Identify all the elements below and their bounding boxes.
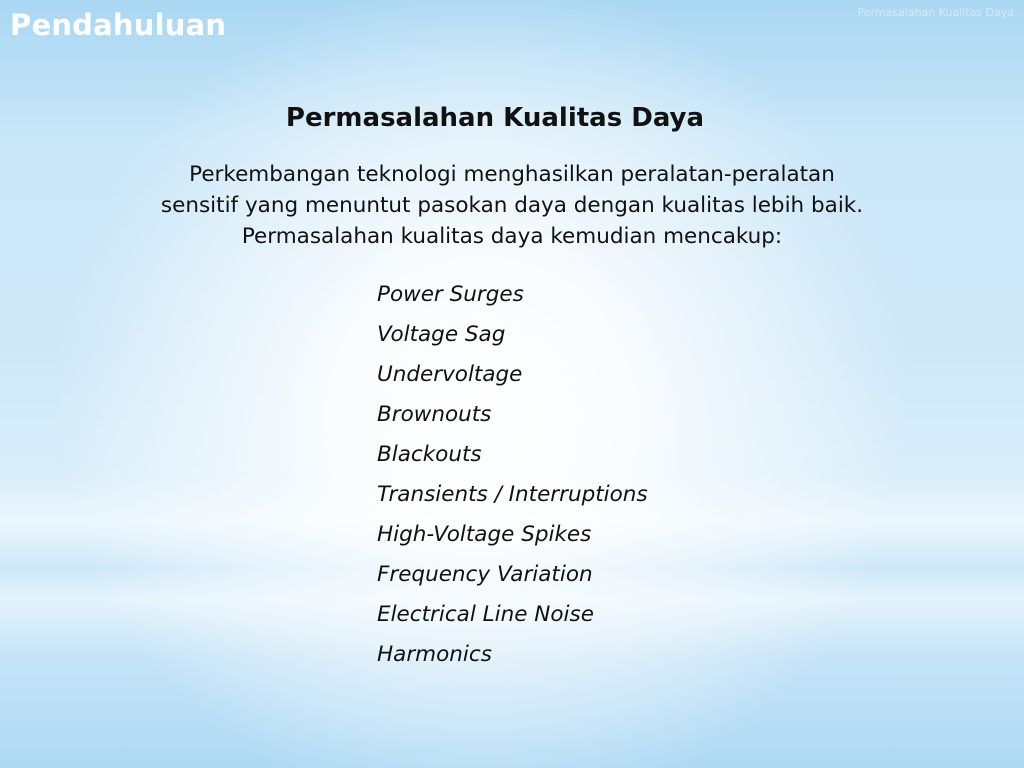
intro-line: sensitif yang menuntut pasokan daya dengan kualitas lebih baik. — [160, 193, 864, 218]
list-item: Transients / Interruptions — [377, 482, 648, 507]
list-item: Electrical Line Noise — [377, 602, 594, 627]
slide-heading: Permasalahan Kualitas Daya — [285, 103, 705, 133]
list-item: Frequency Variation — [377, 562, 593, 587]
list-item: Power Surges — [377, 282, 524, 307]
intro-line: Permasalahan kualitas daya kemudian mencakup: — [241, 224, 783, 249]
intro-line: Perkembangan teknologi menghasilkan peralatan-peralatan — [189, 162, 835, 187]
section-title: Pendahuluan — [10, 8, 227, 42]
intro-paragraph — [112, 159, 912, 252]
list-item: High-Voltage Spikes — [377, 522, 592, 547]
list-item: Harmonics — [377, 642, 492, 667]
header-topic-reference: Permasalahan Kualitas Daya — [857, 6, 1014, 19]
list-item: Undervoltage — [377, 362, 523, 387]
list-item: Voltage Sag — [377, 322, 506, 347]
power-quality-issue-list — [377, 278, 648, 678]
list-item: Blackouts — [377, 442, 482, 467]
list-item: Brownouts — [377, 402, 492, 427]
